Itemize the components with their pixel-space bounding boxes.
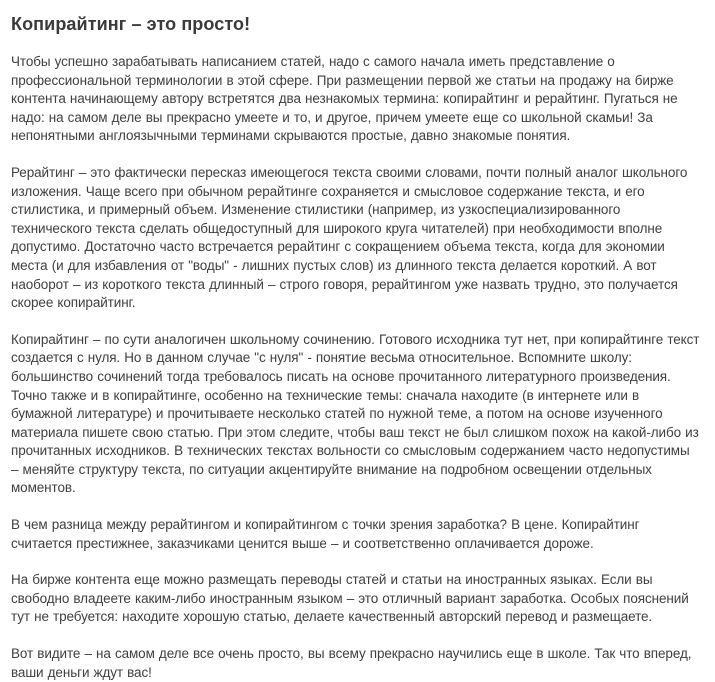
paragraph-earnings-difference: В чем разница между рерайтингом и копирайтингом с точки зрения заработка? В цене. Копирайтинг считается престижнее, заказчиками ценится выше – и соответственно оплачивается дороже. <box>11 517 640 551</box>
paragraph-conclusion: Вот видите – на самом деле все очень просто, вы всему прекрасно научились еще в школе. Так что вперед, ваши деньги ждут вас! <box>11 646 692 680</box>
paragraph-translations: На бирже контента еще можно размещать переводы статей и статьи на иностранных языках. Если вы свободно владеете каким-либо иностранным языком – это отличный вариант заработка. Особых пояснений тут не требуется: находите хорошую статью, делаете качественный авторский перевод и размещаете. <box>11 572 689 625</box>
paragraph-intro: Чтобы успешно зарабатывать написанием статей, надо с самого начала иметь представление о профессиональной терминологии в этой сфере. При размещении первой же статьи на продажу на бирже контента начинающему автору встретятся два незнакомых термина: копирайтинг и рерайтинг. Пугаться не надо: на самом деле вы прекрасно умеете и то, и другое, причем умеете еще со школьной скамьи! За непонятными англоязычными терминами скрываются простые, давно знакомые понятия. <box>11 54 678 144</box>
page-title: Копирайтинг – это просто! <box>11 14 251 34</box>
paragraph-copywriting: Копирайтинг – по сути аналогичен школьному сочинению. Готового исходника тут нет, при копирайтинге текст создается с нуля. Но в данном случае "с нуля" - понятие весьма относительное. Вспомните школу: большинство сочинений тогда требовалось писать на основе прочитанного литературного произведения. Точно также и в копирайтинге, особенно на технические темы: сначала находите (в интернете или в бумажной литературе) и прочитываете несколько статей по нужной теме, а потом на основе изученного материала пишете свою статью. При этом следите, чтобы ваш текст не был слишком похож на какой-либо из прочитанных исходников. В технических текстах вольности со смысловым содержанием часто недопустимы – меняйте структуру текста, по ситуации акцентируйте внимание на подробном освещении отдельных моментов. <box>11 331 700 496</box>
paragraph-rewriting: Рерайтинг – это фактически пересказ имеющегося текста своими словами, почти полный аналог школьного изложения. Чаще всего при обычном рерайтинге сохраняется и смысловое содержание текста, и его стилистика, и примерный объем. Изменение стилистики (например, из узкоспециализированного технического текста сделать общедоступный для широкого круга читателей) при необходимости вполне допустимо. Достаточно часто встречается рерайтинг с сокращением объема текста, когда для экономии места (и для избавления от "воды" - лишних пустых слов) из длинного текста делается короткий. А вот наоборот – из короткого текста длинный – строго говоря, рерайтингом уже назвать трудно, это получается скорее копирайтинг. <box>11 164 688 311</box>
